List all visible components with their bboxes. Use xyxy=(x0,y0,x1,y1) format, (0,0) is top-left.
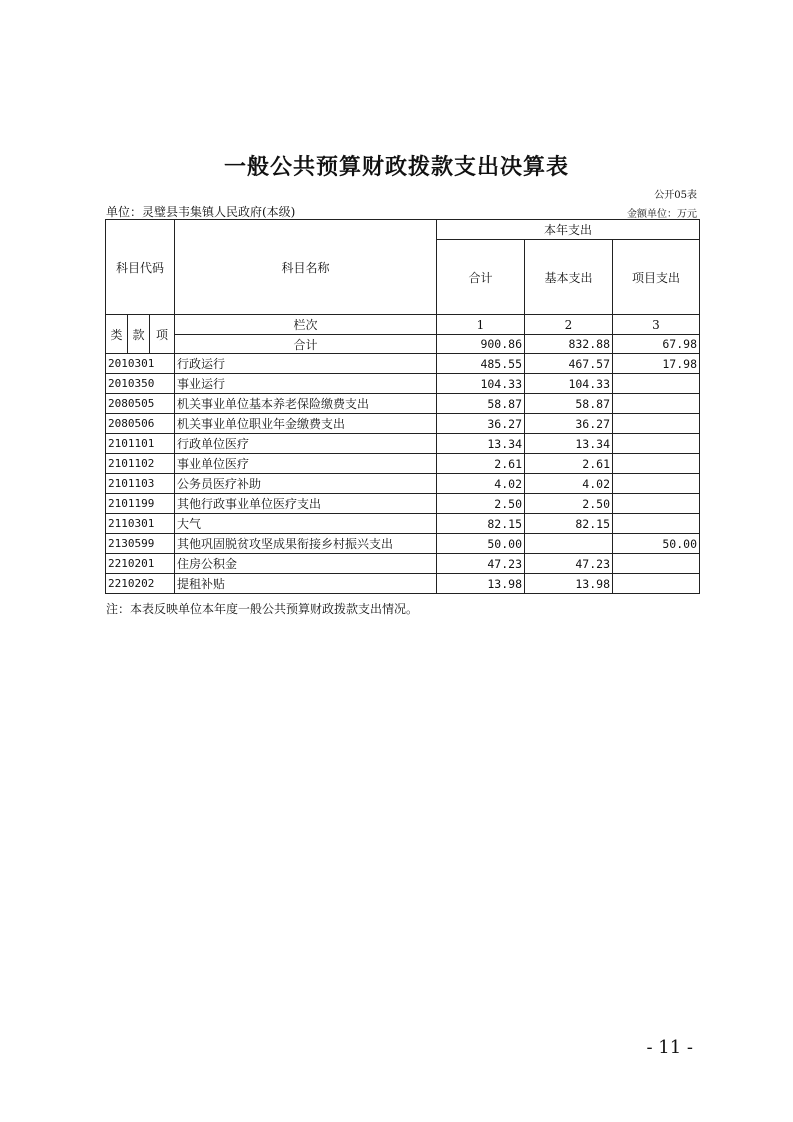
total-row-label: 合计 xyxy=(175,335,437,354)
total-row-total: 900.86 xyxy=(437,335,525,354)
row-basic: 104.33 xyxy=(525,374,613,394)
row-subject-code: 2101103 xyxy=(106,474,175,494)
row-total: 36.27 xyxy=(437,414,525,434)
row-subject-name: 其他巩固脱贫攻坚成果衔接乡村振兴支出 xyxy=(175,534,437,554)
row-project xyxy=(613,394,700,414)
row-subject-code: 2101102 xyxy=(106,454,175,474)
table-row xyxy=(106,374,700,394)
row-subject-code: 2210202 xyxy=(106,574,175,594)
row-project: 17.98 xyxy=(613,354,700,374)
row-total: 13.34 xyxy=(437,434,525,454)
table-note: 注：本表反映单位本年度一般公共预算财政拨款支出情况。 xyxy=(106,602,419,616)
row-subject-name: 事业单位医疗 xyxy=(175,454,437,474)
row-subject-code: 2080505 xyxy=(106,394,175,414)
row-project xyxy=(613,514,700,534)
row-subject-code: 2101199 xyxy=(106,494,175,514)
total-row-project: 67.98 xyxy=(613,335,700,354)
row-basic: 13.34 xyxy=(525,434,613,454)
table-row xyxy=(106,414,700,434)
total-row xyxy=(106,335,700,354)
header-subject-code: 科目代码 xyxy=(106,220,175,315)
total-row-basic: 832.88 xyxy=(525,335,613,354)
row-subject-code: 2101101 xyxy=(106,434,175,454)
row-subject-code: 2210201 xyxy=(106,554,175,574)
table-number: 公开05表 xyxy=(654,190,697,201)
row-basic: 467.57 xyxy=(525,354,613,374)
row-basic: 36.27 xyxy=(525,414,613,434)
row-basic: 58.87 xyxy=(525,394,613,414)
table-row xyxy=(106,434,700,454)
row-project xyxy=(613,434,700,454)
table-row xyxy=(106,534,700,554)
row-basic: 47.23 xyxy=(525,554,613,574)
table-row xyxy=(106,354,700,374)
row-total: 50.00 xyxy=(437,534,525,554)
row-project xyxy=(613,494,700,514)
row-total: 2.50 xyxy=(437,494,525,514)
row-total: 47.23 xyxy=(437,554,525,574)
row-project xyxy=(613,554,700,574)
row-project xyxy=(613,414,700,434)
header-kuan: 款 xyxy=(128,315,150,354)
header-lei: 类 xyxy=(106,315,128,354)
page-number: - 11 - xyxy=(646,1037,693,1058)
header-total: 合计 xyxy=(437,240,525,315)
row-basic: 4.02 xyxy=(525,474,613,494)
row-subject-name: 住房公积金 xyxy=(175,554,437,574)
row-subject-name: 其他行政事业单位医疗支出 xyxy=(175,494,437,514)
row-subject-name: 行政单位医疗 xyxy=(175,434,437,454)
row-basic: 82.15 xyxy=(525,514,613,534)
row-subject-name: 事业运行 xyxy=(175,374,437,394)
header-basic-expenditure: 基本支出 xyxy=(525,240,613,315)
row-subject-name: 公务员医疗补助 xyxy=(175,474,437,494)
row-project xyxy=(613,454,700,474)
table-row xyxy=(106,454,700,474)
row-basic: 13.98 xyxy=(525,574,613,594)
table-row xyxy=(106,514,700,534)
row-total: 2.61 xyxy=(437,454,525,474)
header-subject-name: 科目名称 xyxy=(175,220,437,315)
row-total: 58.87 xyxy=(437,394,525,414)
amount-unit-label: 金额单位：万元 xyxy=(627,209,697,220)
row-subject-code: 2010301 xyxy=(106,354,175,374)
row-subject-name: 行政运行 xyxy=(175,354,437,374)
row-subject-name: 提租补贴 xyxy=(175,574,437,594)
table-row xyxy=(106,554,700,574)
header-xiang: 项 xyxy=(150,315,175,354)
row-subject-code: 2080506 xyxy=(106,414,175,434)
page-title: 一般公共预算财政拨款支出决算表 xyxy=(223,155,569,180)
row-basic xyxy=(525,534,613,554)
table-row xyxy=(106,494,700,514)
header-current-year-expenditure: 本年支出 xyxy=(437,220,700,240)
row-subject-code: 2110301 xyxy=(106,514,175,534)
row-basic: 2.61 xyxy=(525,454,613,474)
table-row xyxy=(106,574,700,594)
column-index-1: 1 xyxy=(437,315,525,335)
column-index-3: 3 xyxy=(613,315,700,335)
row-basic: 2.50 xyxy=(525,494,613,514)
row-total: 4.02 xyxy=(437,474,525,494)
row-project xyxy=(613,474,700,494)
column-index-2: 2 xyxy=(525,315,613,335)
expenditure-table xyxy=(105,219,700,594)
row-project xyxy=(613,574,700,594)
row-subject-name: 大气 xyxy=(175,514,437,534)
row-project: 50.00 xyxy=(613,534,700,554)
row-total: 82.15 xyxy=(437,514,525,534)
row-total: 13.98 xyxy=(437,574,525,594)
unit-label: 单位：灵璧县韦集镇人民政府(本级) xyxy=(106,205,296,219)
table-row xyxy=(106,394,700,414)
row-subject-name: 机关事业单位基本养老保险缴费支出 xyxy=(175,394,437,414)
row-total: 485.55 xyxy=(437,354,525,374)
row-subject-code: 2130599 xyxy=(106,534,175,554)
header-column-index: 栏次 xyxy=(175,315,437,335)
table-row xyxy=(106,474,700,494)
header-project-expenditure: 项目支出 xyxy=(613,240,700,315)
row-subject-code: 2010350 xyxy=(106,374,175,394)
row-project xyxy=(613,374,700,394)
row-total: 104.33 xyxy=(437,374,525,394)
row-subject-name: 机关事业单位职业年金缴费支出 xyxy=(175,414,437,434)
